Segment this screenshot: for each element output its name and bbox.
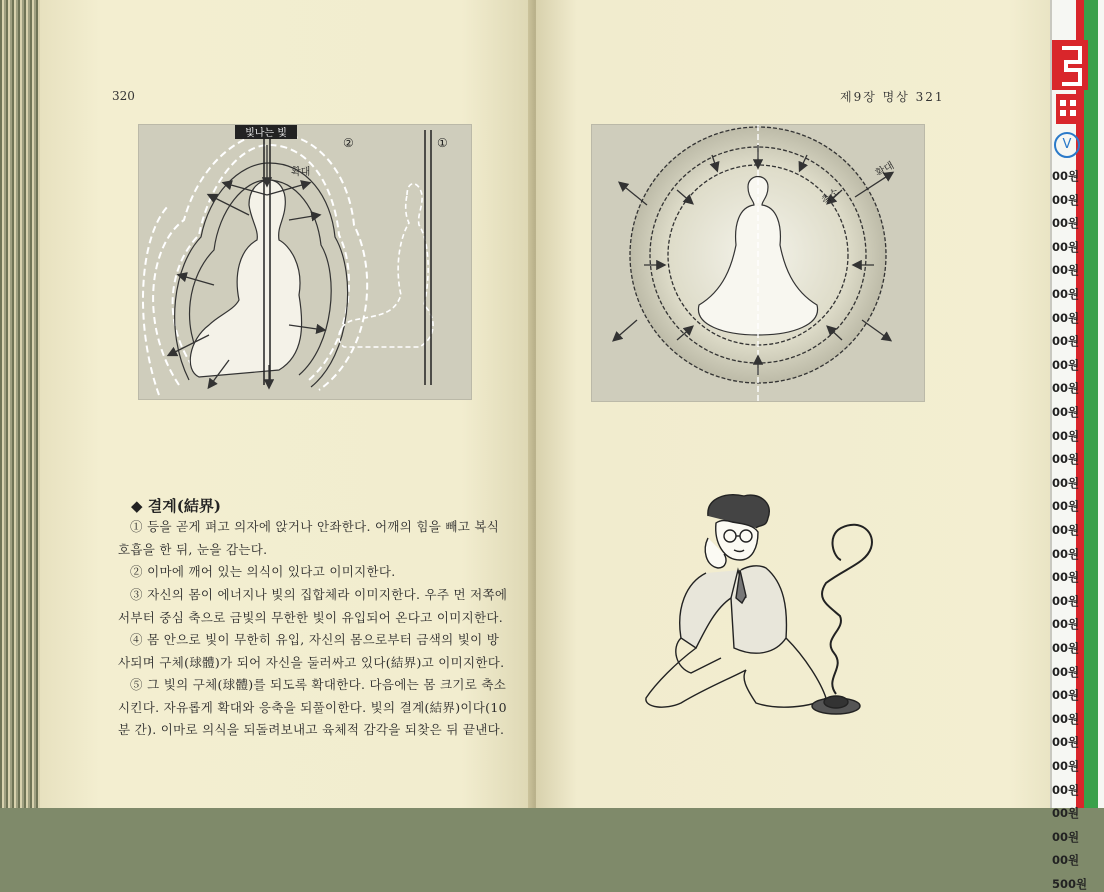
light-label: 빛나는 빛 [245,128,287,139]
right-expand-label: 확대 [874,160,897,180]
price-label: 00원 [1052,287,1080,301]
price-label: 00원 [1052,735,1080,750]
price-label: 00원 [1052,570,1080,585]
price-label: 500원 [1052,877,1088,891]
paragraph-2: ② 이마에 깨어 있는 의식이 있다고 이미지한다. [130,564,396,579]
price-label: 00원 [1052,782,1080,797]
thinking-man-illustration [636,488,896,718]
book-page-edges [0,0,40,808]
price-label: 00원 [1052,617,1080,632]
price-label: 00원 [1052,169,1080,183]
price-label: 00원 [1052,523,1080,537]
price-label: 00원 [1052,593,1080,608]
expand-label: 확대 [291,167,311,178]
figure-marker-2: ② [343,136,354,150]
price-label: 00원 [1052,711,1080,726]
left-page-number: 320 [112,89,135,103]
price-label: 00원 [1052,688,1080,703]
right-page-header: 제9장 명상 321 [840,90,945,104]
price-label: 00원 [1052,239,1080,254]
price-label: 00원 [1052,428,1080,443]
price-label: 00원 [1052,334,1080,349]
price-label: 00원 [1052,192,1080,207]
section-heading: ◆ 결계(結界) [131,497,221,515]
paragraph-3: ③ 자신의 몸이 에너지나 빛의 집합체라 이미지한다. 우주 먼 저쪽에서부터 중심 축으로 금빛의 무한한 빛이 유입되어 온다고 이미지한다. [118,587,508,625]
price-label: 00원 [1052,357,1080,372]
paragraph-1: ① 등을 곧게 펴고 의자에 앉거나 안좌한다. 어깨의 힘을 빼고 복식 호흡을 한 뒤, 눈을 감는다. [118,519,500,557]
price-label: 00원 [1052,405,1080,419]
price-label: 00원 [1052,216,1080,231]
price-label: 00원 [1052,499,1080,514]
v-circle-icon: V [1054,132,1080,158]
price-label: 00원 [1052,806,1080,821]
price-label: 00원 [1052,452,1080,467]
price-label: 00원 [1052,641,1080,655]
price-label: 00원 [1052,664,1080,679]
price-label: 00원 [1052,853,1080,868]
figure-marker-1: ① [437,136,448,150]
shrink-label: 축소 [819,186,842,208]
price-label: 00원 [1052,310,1080,325]
price-label: 00원 [1052,381,1080,396]
price-label: 00원 [1052,759,1080,773]
store-logo-icon [1052,40,1090,130]
paragraph-4: ④ 몸 안으로 빛이 무한히 유입, 자신의 몸으로부터 금색의 빛이 방사되며 구체(球體)가 되어 자신을 둘러싸고 있다(結界)고 이미지한다. [118,632,505,670]
price-label: 00원 [1052,475,1080,490]
price-label: 00원 [1052,546,1080,561]
price-label: 00원 [1052,829,1080,844]
meditation-light-figure [138,124,472,400]
paragraph-5: ⑤ 그 빛의 구체(球體)를 되도록 확대한다. 다음에는 몸 크기로 축소시킨다. 자유롭게 확대와 응축을 되풀이한다. 빛의 결계(結界)이다(10분 간). 이마로 의식을 되돌려보내고 육체적 감각을 되찾은 뒤 끝낸다. [118,677,507,737]
light-sphere-figure [591,124,925,402]
price-label: 00원 [1052,263,1080,278]
